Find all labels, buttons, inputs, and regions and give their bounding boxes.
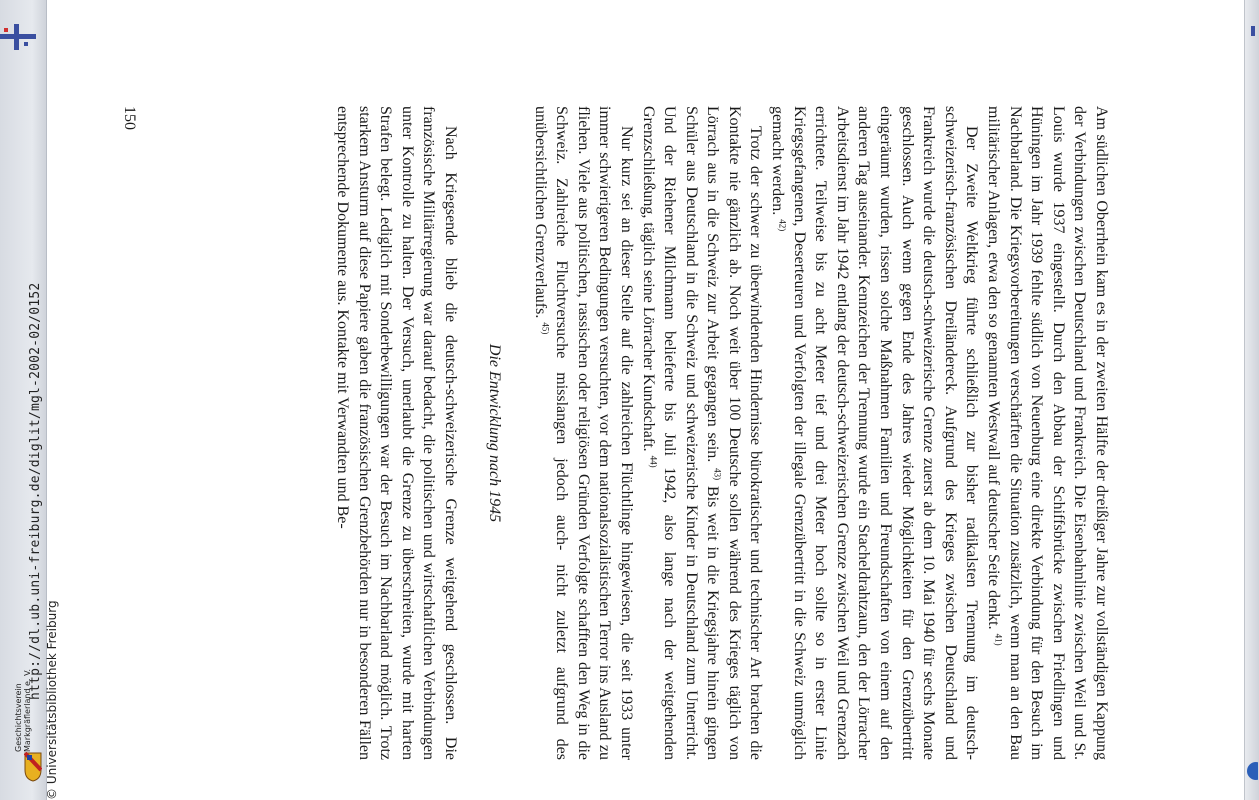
society-name-line-1: Geschichtsverein	[14, 683, 23, 752]
footnote-ref: 42)	[777, 219, 788, 232]
paragraph-4: Nur kurz sei an dieser Stelle auf die zahlreichen Flüchtlinge hingewiesen, die seit 1933 unter immer schwierigeren Bedingungen versuchten, vor dem nationalsozialistischen Terror ins Ausland zu fliehen. Viele aus politischen, rassischen oder religiösen Gründen Verfolgte schafften den Weg in die Schweiz. Zahlreiche Fluchtversuche misslangen jedoch auch- nicht zuletzt aufgrund des unübersichtlichen Grenzverlaufs. $^{45)}$	[531, 106, 635, 760]
paragraph-1: Am südlichen Oberrhein kam es in der zweiten Hälfte der dreißiger Jahre zur vollständigen Kappung der Verbindungen zwischen Deutschland und Frankreich. Die Eisenbahnlinie zwischen Weil und St. Louis wurde 1937 eingestellt. Durch den Abbau der Schiffsbrücke zwischen Friedlingen und Hüningen im Jahr 1939 fehlte südlich von Neuenburg eine direkte Verbindung für den Besuch im Nachbarland. Die Kriegsvorbereitungen verschärften die Situation zusätzlich, wenn man an den Bau militärischer Anlagen, etwa den so genannten Westwall auf deutscher Seite denkt. $^{41)}$	[985, 106, 1110, 760]
document-url[interactable]: http://dl.ub.uni-freiburg.de/diglit/mgl-2002-02/0152	[28, 282, 43, 700]
viewer-right-strip	[1244, 0, 1259, 800]
footnote-ref: 41)	[993, 633, 1004, 646]
society-name	[14, 669, 32, 752]
seal-icon	[1246, 760, 1258, 782]
scanned-book-page	[121, 106, 1112, 761]
society-name-line-2: Markgräflerland e. V.	[23, 668, 32, 752]
footnote-ref: 43)	[712, 468, 723, 481]
mark-icon	[1248, 26, 1258, 36]
paragraph-2: Der Zweite Weltkrieg führte schließlich zur bisher radikalsten Trennung im deutsch-schweizerisch-französischen Dreiländereck. Aufgrund des Krieges zwischen Deutschland und Frankreich wurde die deutsch-schweizerische Grenze zuerst ab dem 10. Mai 1940 für sechs Monate geschlossen. Auch wenn gegen Ende des Jahres wieder Möglichkeiten für den Grenzübertritt eingeräumt wurden, rissen solche Maßnahmen Familien und Freundschaften von einem auf den anderen Tag auseinander. Kennzeichen der Trennung wurde ein Stacheldrahtzaun, den der Lörracher Arbeitsdienst im Jahr 1942 entlang der deutsch-schweizerischen Grenze zwischen Weil und Grenzach errichtete. Teilweise bis zu acht Meter tief und drei Meter hoch sollte so in erster Linie Kriegsgefangenen, Deserteuren und Verfolgten der illegale Grenzübertritt in die Schweiz unmöglich gemacht werden. $^{42)}$	[769, 106, 981, 760]
section-heading: Die Entwicklung nach 1945	[485, 343, 503, 523]
copyright-notice: © Universitätsbibliothek Freiburg	[45, 600, 59, 800]
library-logo-icon	[0, 22, 40, 52]
paragraph-5: Nach Kriegsende blieb die deutsch-schweizerische Grenze weitgehend geschlossen. Die französische Militärregierung war darauf bedacht, die politischen und wirtschaftlichen Verbindungen unter Kontrolle zu halten. Der Versuch, unerlaubt die Grenze zu überschreiten, wurde mit harten Strafen belegt. Lediglich mit Sonderbewilligungen war der Besuch im Nachbarland möglich. Trotz starkem Ansturm auf diese Papiere gaben die französischen Grenzbehörden nur in besonderen Fällen entsprechende Dokumente aus. Kontakte mit Verwandten und Be-	[334, 106, 459, 760]
footnote-ref: 44)	[647, 455, 658, 468]
paragraph-3: Trotz der schwer zu überwindenden Hindernisse bürokratischer und technischer Art brachen die Kontakte nie gänzlich ab. Noch weit über 100 Deutsche sollen während des Krieges täglich von Lörrach aus in die Schweiz zur Arbeit gegangen sein. $^{43)}$ Bis weit in die Kriegsjahre hinein gingen Schüler aus Deutschland in die Schweiz und schweizerische Kinder in Deutschland zum Unterricht. Und der Riehener Milchmann belieferte bis Juli 1942, also lange nach der weitgehenden Grenzschließung, täglich seine Lörracher Kundschaft. $^{44)}$	[639, 106, 765, 761]
coat-of-arms-icon	[24, 752, 42, 782]
viewer-side-strip	[0, 0, 59, 800]
footnote-ref: 45)	[539, 322, 550, 335]
page-number: 150	[121, 106, 138, 130]
